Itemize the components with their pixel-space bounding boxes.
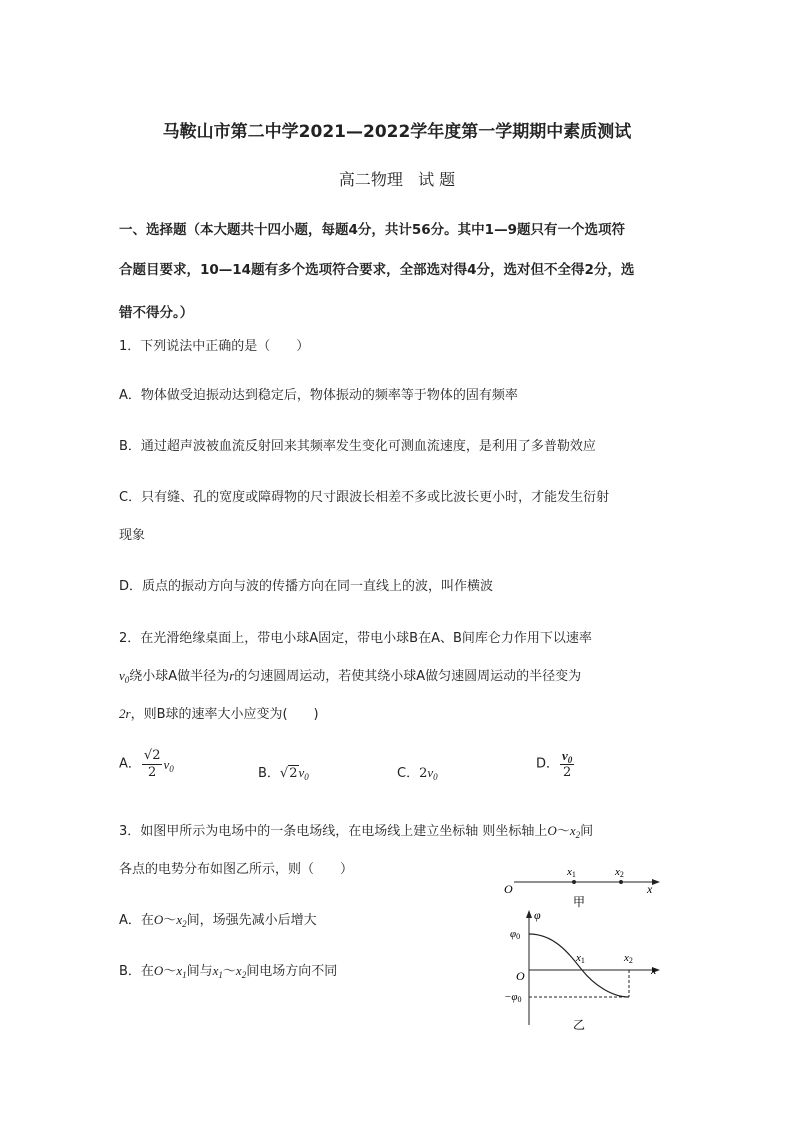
section-instructions-line-1: 一、选择题（本大题共十四小题，每题4分，共计56分。其中1—9题只有一个选项符	[119, 222, 625, 238]
label-x-axis: x	[647, 882, 653, 896]
exam-subtitle: 高二物理 试 题	[338, 170, 456, 189]
q1-stem: 1．下列说法中正确的是（ ）	[119, 339, 310, 354]
q2-option-b: B．$√2v_0$	[258, 765, 309, 782]
q3-option-b: B．在$O\sim x_1$间与$x_1\sim x_2$间电场方向不同	[119, 963, 338, 980]
q1-option-d: D．质点的振动方向与波的传播方向在同一直线上的波，叫作横波	[119, 579, 494, 594]
exam-title: 马鞍山市第二中学2021—2022学年度第一学期期中素质测试	[162, 122, 632, 142]
y-axis-arrow	[526, 910, 532, 918]
q1-option-c-line-2: 现象	[119, 528, 146, 543]
point-x2	[619, 880, 623, 884]
q2-option-c: C．$2v_0$	[397, 765, 438, 782]
field-axis-arrow	[652, 879, 660, 885]
q2-stem-line-3: 2r，则B球的速率大小应变为( )	[119, 706, 319, 722]
q3-stem-line-2: 各点的电势分布如图乙所示，则（ ）	[119, 862, 354, 877]
section-instructions-line-3: 错不得分。）	[119, 305, 194, 321]
label-x2: x2	[624, 952, 633, 965]
q3-option-a: A．在$O\sim x_2$间，场强先减小后增大	[119, 912, 317, 929]
fraction-sqrt2-over-2: $\frac{√2}{2}$	[143, 748, 161, 780]
section-instructions-line-2: 合题目要求，10—14题有多个选项符合要求，全部选对得4分，选对但不全得2分，选	[119, 262, 635, 278]
potential-curve	[529, 934, 629, 997]
q1-option-b: B．通过超声波被血流反射回来其频率发生变化可测血流速度，是利用了多普勒效应	[119, 439, 596, 454]
fraction-v0-over-2: $\frac{v_0}{2}$	[562, 748, 573, 780]
q2-option-a: A． $\frac{√2}{2}$ $v_0$	[119, 748, 174, 780]
label-phi0: φ0	[510, 928, 521, 941]
q2-option-d: D． $\frac{v_0}{2}$	[536, 748, 573, 780]
caption-jia: 甲	[573, 895, 586, 909]
label-x-axis: x	[651, 963, 657, 977]
v0-symbol: $v_0$	[119, 668, 130, 685]
q2-stem-line-1: 2．在光滑绝缘桌面上，带电小球A固定，带电小球B在A、B间库仑力作用下以速率	[119, 631, 592, 646]
label-neg-phi0: −φ0	[504, 991, 522, 1004]
label-x1: x1	[576, 952, 585, 965]
point-x1	[572, 880, 576, 884]
label-x2: x2	[615, 866, 624, 879]
q1-option-c-line-1: C．只有缝、孔的宽度或障碍物的尺寸跟波长相差不多或比波长更小时，才能发生衍射	[119, 490, 610, 505]
label-x1: x1	[567, 866, 576, 879]
label-origin: O	[516, 969, 525, 983]
q3-stem-line-1: 3．如图甲所示为电场中的一条电场线，在电场线上建立坐标轴 则坐标轴上$O\sim x_2$间	[119, 823, 594, 840]
q2-stem-line-2: $v_0$绕小球A做半径为r的匀速圆周运动，若使其绕小球A做匀速圆周运动的半径变为	[119, 668, 582, 685]
figure-yi-potential-graph	[500, 905, 670, 1035]
q1-option-a: A．物体做受迫振动达到稳定后，物体振动的频率等于物体的固有频率	[119, 388, 518, 403]
caption-yi: 乙	[573, 1018, 586, 1032]
label-phi-axis: φ	[534, 908, 541, 922]
label-origin: O	[504, 882, 513, 896]
